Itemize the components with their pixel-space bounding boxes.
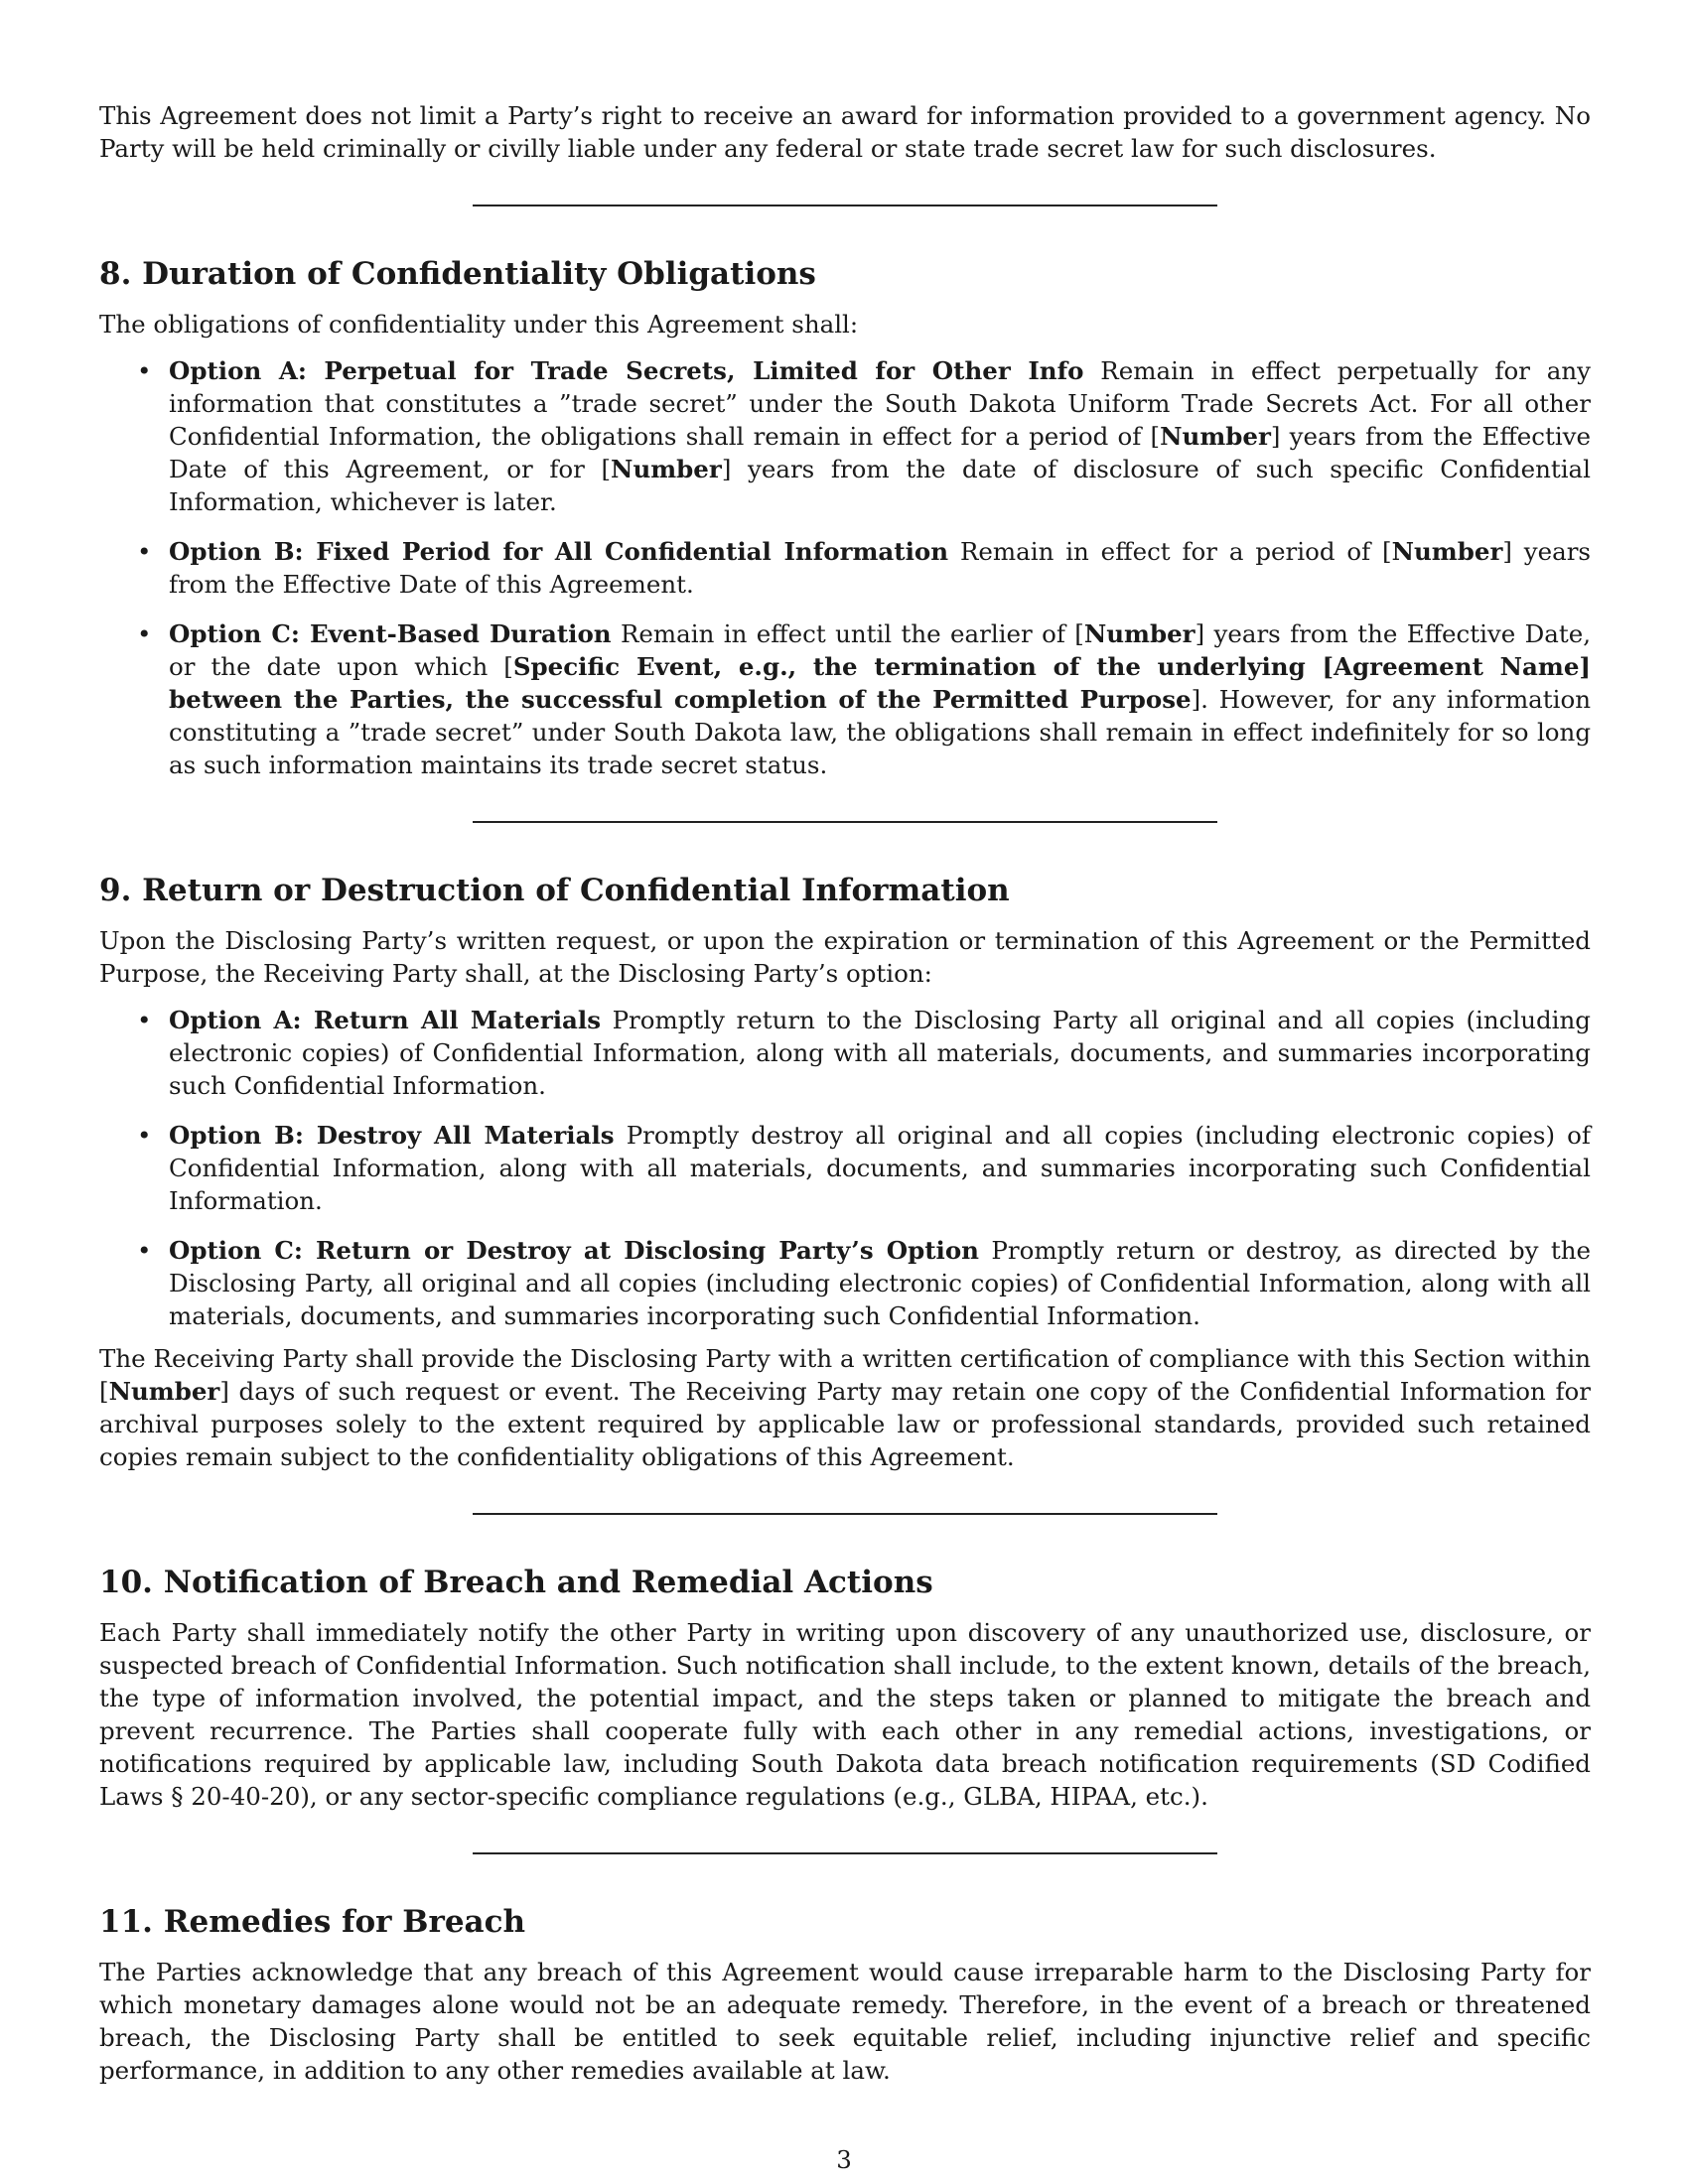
section-divider bbox=[473, 1513, 1217, 1515]
page-number: 3 bbox=[836, 2145, 852, 2174]
section-8-options-list bbox=[99, 354, 1591, 781]
option-title: Option B: Fixed Period for All Confidential Information bbox=[169, 537, 949, 566]
section-9-option-c: • Option C: Return or Destroy at Disclosing Party’s Option Promptly return or destroy, as directed by the Disclosing Party, all original and all copies (including electronic copies) of Confidential Information, along with all materials, documents, and summaries incorporating such Confidential Information. bbox=[99, 1234, 1591, 1332]
option-title: Option C: Event-Based Duration bbox=[169, 619, 612, 648]
section-9-heading: 9. Return or Destruction of Confidential Information bbox=[99, 873, 1010, 908]
option-title: Option A: Return All Materials bbox=[169, 1006, 602, 1034]
section-11-paragraph: The Parties acknowledge that any breach of this Agreement would cause irreparable harm to the Disclosing Party for which monetary damages alone would not be an adequate remedy. Therefore, in the event of a breach or threatened breach, the Disclosing Party shall be entitled to seek equitable relief, including injunctive relief and specific performance, in addition to any other remedies available at law. bbox=[99, 1958, 1591, 2085]
section-8-heading: 8. Duration of Confidentiality Obligations bbox=[99, 256, 816, 292]
section-10-paragraph: Each Party shall immediately notify the other Party in writing upon discovery of any unauthorized use, disclosure, or suspected breach of Confidential Information. Such notification shall include, to the extent known, details of the breach, the type of information involved, the potential impact, and the steps taken or planned to mitigate the breach and prevent recurrence. The Parties shall cooperate fully with each other in any remedial actions, investigations, or notifications required by applicable law, including South Dakota data breach notification requirements (SD Codified Laws § 20-40-20), or any sector-specific compliance regulations (e.g., GLBA, HIPAA, etc.). bbox=[99, 1618, 1591, 1811]
section-divider bbox=[473, 821, 1217, 823]
section-divider bbox=[473, 1852, 1217, 1854]
section-8-option-a: • Option A: Perpetual for Trade Secrets, Limited for Other Info Remain in effect perpetually for any information that constitutes a ”trade secret” under the South Dakota Uniform Trade Secrets Act. For all other Confidential Information, the obligations shall remain in effect for a period of [Number] years from the Effective Date of this Agreement, or for [Number] years from the date of disclosure of such specific Confidential Information, whichever is later. bbox=[99, 354, 1591, 518]
section-9-lead: Upon the Disclosing Party’s written request, or upon the expiration or termination of this Agreement or the Permitted Purpose, the Receiving Party shall, at the Disclosing Party’s option: bbox=[99, 926, 1591, 988]
option-title: Option B: Destroy All Materials bbox=[169, 1121, 615, 1150]
section-divider bbox=[473, 205, 1217, 206]
section-9-closing: The Receiving Party shall provide the Disclosing Party with a written certification of compliance with this Section within [Number] days of such request or event. The Receiving Party may retain one copy of the Confidential Information for archival purposes solely to the extent required by applicable law or professional standards, provided such retained copies remain subject to the confidentiality obligations of this Agreement. bbox=[99, 1344, 1591, 1471]
section-8-lead: The obligations of confidentiality under this Agreement shall: bbox=[99, 310, 859, 339]
option-title: Option A: Perpetual for Trade Secrets, Limited for Other Info bbox=[169, 356, 1084, 385]
section-9-option-b: • Option B: Destroy All Materials Promptly destroy all original and all copies (including electronic copies) of Confidential Information, along with all materials, documents, and summaries incorporating such Confidential Information. bbox=[99, 1119, 1591, 1217]
section-8-option-b: • Option B: Fixed Period for All Confidential Information Remain in effect for a period of [Number] years from the Effective Date of this Agreement. bbox=[99, 535, 1591, 601]
section-9-options-list bbox=[99, 1004, 1591, 1332]
section-11-heading: 11. Remedies for Breach bbox=[99, 1904, 526, 1940]
document-page bbox=[99, 99, 1591, 2087]
intro-paragraph: This Agreement does not limit a Party’s right to receive an award for information provided to a government agency. No Party will be held criminally or civilly liable under any federal or state trade secret law for such disclosures. bbox=[99, 101, 1591, 163]
section-9-option-a: • Option A: Return All Materials Promptly return to the Disclosing Party all original and all copies (including electronic copies) of Confidential Information, along with all materials, documents, and summaries incorporating such Confidential Information. bbox=[99, 1004, 1591, 1102]
option-title: Option C: Return or Destroy at Disclosing Party’s Option bbox=[169, 1236, 979, 1265]
section-10-heading: 10. Notification of Breach and Remedial Actions bbox=[99, 1565, 933, 1600]
section-8-option-c: • Option C: Event-Based Duration Remain in effect until the earlier of [Number] years from the Effective Date, or the date upon which [Specific Event, e.g., the termination of the underlying [Agreement Name] between the Parties, the successful completion of the Permitted Purpose]. However, for any information constituting a ”trade secret” under South Dakota law, the obligations shall remain in effect indefinitely for so long as such information maintains its trade secret status. bbox=[99, 617, 1591, 781]
